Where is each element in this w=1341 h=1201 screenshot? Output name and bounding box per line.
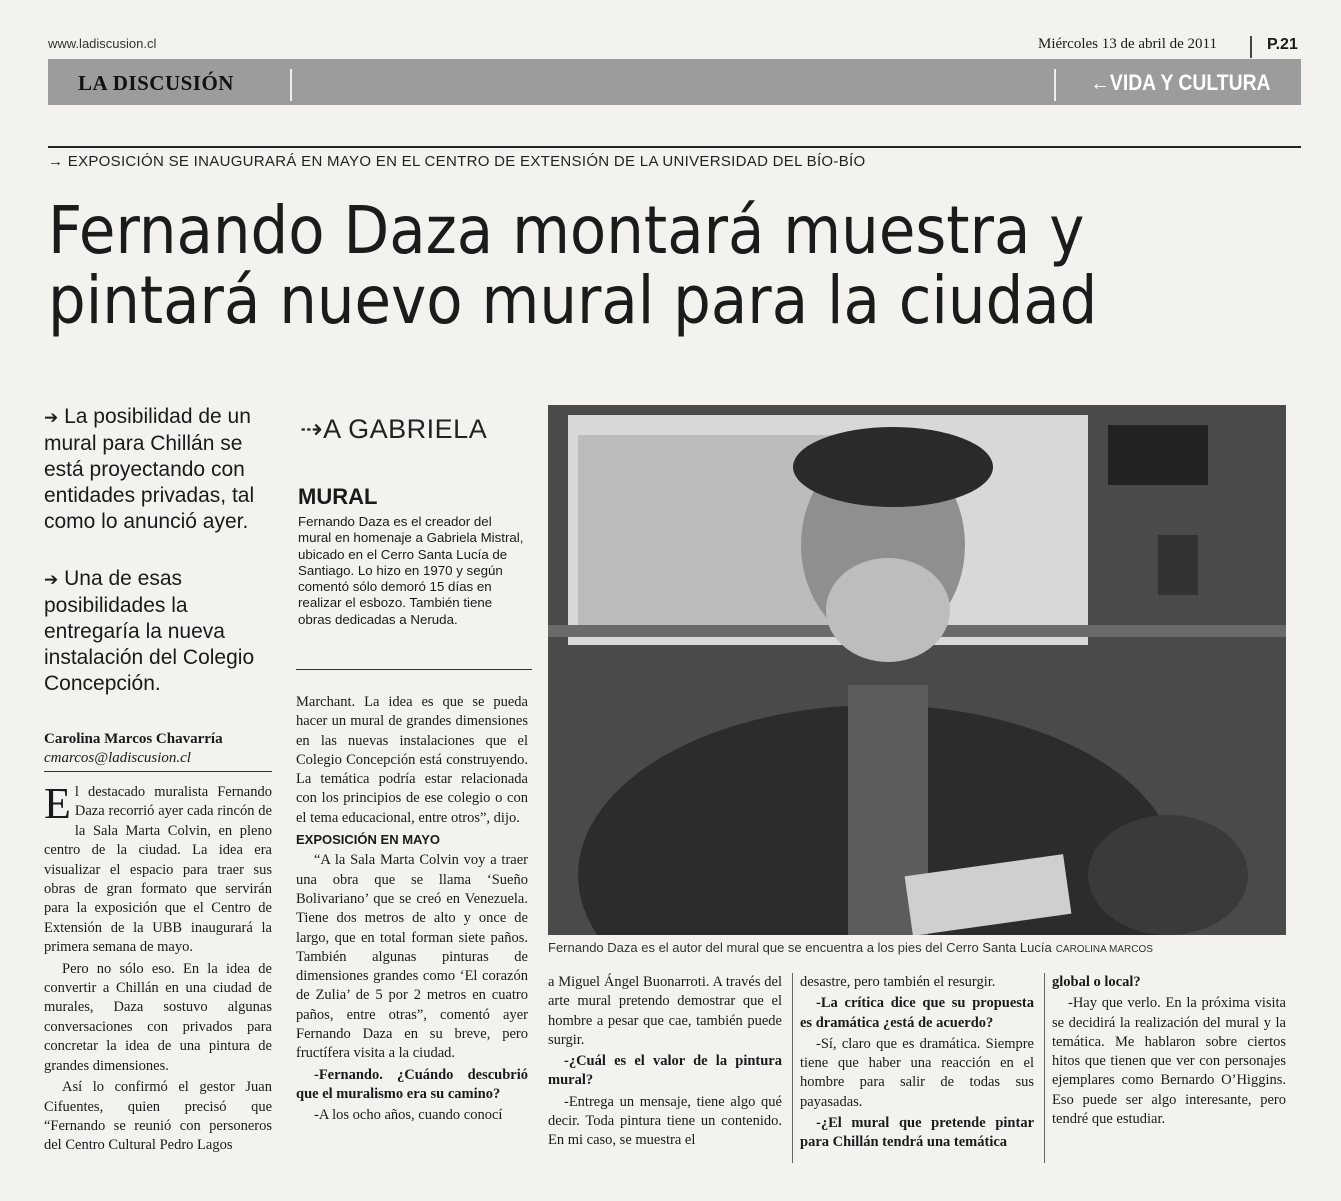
lead-text-2: Una de esas posibilidades la entregaría la nueva instalación del Colegio Concepción.: [44, 567, 255, 695]
article-column-1: [44, 779, 272, 1158]
lead-item-2: [44, 566, 272, 697]
page-number: P.21: [1267, 36, 1298, 53]
interview-question: -¿Cuál es el valor de la pintura mural?: [548, 1053, 782, 1089]
column-rule: [792, 973, 793, 1163]
interview-answer: -Hay que verlo. En la próxima visita se decidirá la realización del mural y la temática. Me hablaron sobre ciertos hitos que tienen que ver con personajes ejemplares como Bernardo O’Higgins. Eso puede ser algo interesante, pero tendré que estudiar.: [1052, 995, 1286, 1128]
interview-answer: -Entrega un mensaje, tiene algo qué decir. Toda pintura tiene un contenido. En mi caso, se muestra el: [548, 1093, 782, 1149]
paragraph-text: l destacado muralista Fernando Daza recorrió ayer cada rincón de la Sala Marta Colvin, en pleno centro de la ciudad. La idea era visualizar el espacio para traer sus obras de gran formato que servirán para la exposición que el Centro de Extensión de la UBB inaugurará la primera semana de mayo.: [44, 784, 272, 956]
paragraph: Marchant. La idea es que se pueda hacer un mural de grandes dimensiones en las nuevas instalaciones que el Colegio Concepción está construyendo. La temática podría estar relacionada con los principios de ese colegio o con el tema educacional, entre otros”, dijo.: [296, 694, 528, 826]
sidebar-rule: [296, 669, 532, 670]
caption-text: Fernando Daza es el autor del mural que se encuentra a los pies del Cerro Santa Lucía: [548, 940, 1052, 955]
subheading: EXPOSICIÓN EN MAYO: [296, 832, 440, 848]
lead-text-1: La posibilidad de un mural para Chillán se está proyectando con entidades privadas, tal como lo anunció ayer.: [44, 405, 255, 533]
interview-question: -La crítica dice que su propuesta es dramática ¿está de acuerdo?: [800, 995, 1034, 1031]
sidebar-body: Fernando Daza es el creador del mural en homenaje a Gabriela Mistral, ubicado en el Cerro Santa Lucía de Santiago. Lo hizo en 1970 y según comentó sólo demoró 15 días en realizar el esbozo. También tiene obras dedicadas a Neruda.: [298, 514, 524, 627]
portrait-illustration: [548, 405, 1286, 935]
kicker: → EXPOSICIÓN SE INAUGURARÁ EN MAYO EN EL CENTRO DE EXTENSIÓN DE LA UNIVERSIDAD DEL BÍO-BÍO: [48, 153, 866, 170]
paragraph: Así lo confirmó el gestor Juan Cifuentes, quien precisó que “Fernando se reunió con personeros del Centro Cultural Pedro Lagos: [44, 1079, 272, 1154]
photo-credit: CAROLINA MARCOS: [1055, 944, 1153, 955]
paragraph: a Miguel Ángel Buonarroti. A través del arte mural pretendo demostrar que el hombre a pesar que cae, también puede surgir.: [548, 974, 782, 1048]
headline-line-2: pintará nuevo mural para la ciudad: [48, 262, 1098, 339]
lead-item-1: [44, 404, 272, 535]
interview-question: -Fernando. ¿Cuándo descubrió que el muralismo era su camino?: [296, 1066, 528, 1102]
paragraph: “A la Sala Marta Colvin voy a traer una obra que se llama ‘Sueño Bolivariano’ que se creó en Venezuela. Tiene dos metros de alto y once de largo, que en total forman siete paños. También algunas pinturas de dimensiones grandes como ‘El corazón de Zulia’ de 5 por 2 metros en cuatro paños, entre otras”, comentó ayer Fernando Daza en su breve, pero fructífera visita a la ciudad.: [296, 852, 528, 1062]
author-email[interactable]: cmarcos@ladiscusion.cl: [44, 750, 191, 766]
article-column-3: [548, 973, 782, 1153]
kicker-rule: [48, 146, 1301, 148]
paragraph: desastre, pero también el resurgir.: [800, 974, 996, 990]
arrow-bullet-icon: ➔: [44, 408, 59, 427]
interview-question: global o local?: [1052, 974, 1141, 990]
article-column-2: [296, 693, 528, 1128]
drop-cap: E: [44, 779, 71, 828]
headline: [48, 192, 1182, 339]
author-name: Carolina Marcos Chavarría: [44, 731, 223, 747]
paragraph: [44, 779, 272, 958]
article-column-4: [800, 973, 1034, 1155]
band-divider-right: [1054, 69, 1056, 101]
photo-caption: [548, 940, 1153, 955]
interview-answer: -Sí, claro que es dramática. Siempre tiene que haber una reacción en el hombre para salir de todas sus payasadas.: [800, 1035, 1034, 1110]
interview-question: -¿El mural que pretende pintar para Chillán tendrá una temática: [800, 1115, 1034, 1151]
byline-rule: [44, 771, 272, 772]
arrow-bullet-icon: ➔: [44, 570, 59, 589]
interview-answer: -A los ocho años, cuando conocí: [314, 1107, 503, 1124]
issue-date: Miércoles 13 de abril de 2011: [1038, 36, 1217, 52]
site-url: www.ladiscusion.cl: [48, 36, 157, 51]
headline-line-1: Fernando Daza montará muestra y: [48, 192, 1085, 269]
paragraph: Pero no sólo eso. En la idea de convertir a Chillán en una ciudad de murales, Daza sostuvo algunas conversaciones con privados para concretar la idea de una pintura de grandes dimensiones.: [44, 960, 272, 1074]
portrait-photo: [548, 405, 1286, 935]
band-divider-left: [290, 69, 292, 101]
article-column-5: [1052, 973, 1286, 1131]
newspaper-name: LA DISCUSIÓN: [78, 71, 234, 95]
page-separator: [1250, 36, 1252, 58]
sidebar-label: ⇢A GABRIELA: [300, 414, 488, 444]
column-rule: [1044, 973, 1045, 1163]
sidebar-title: MURAL: [298, 484, 378, 509]
section-name: ←VIDA Y CULTURA: [1091, 70, 1271, 95]
masthead-band: [48, 59, 1301, 105]
